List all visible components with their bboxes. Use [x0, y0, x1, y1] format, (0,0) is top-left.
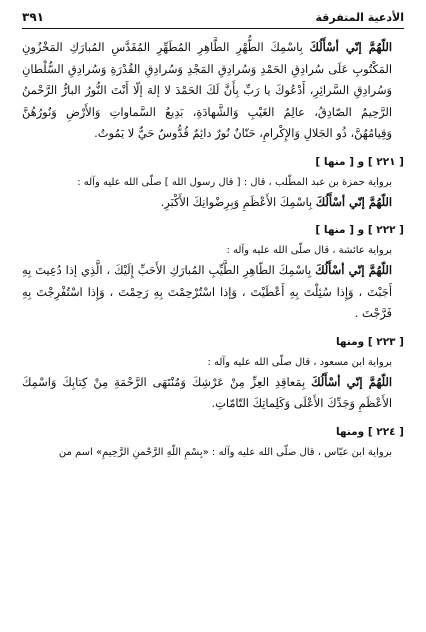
section-title: [ ٢٢٤ ] ومنها — [335, 425, 404, 438]
prayer — [22, 192, 404, 214]
intro-prayer — [22, 37, 404, 145]
section-221 — [22, 156, 404, 214]
page-number: ٣٩١ — [22, 10, 44, 24]
narration: برواية حمزة بن عبد المطّلب ، قال : [ قال رسول الله ] صلّى الله عليه وآله : — [77, 176, 392, 188]
narration: برواية ابن مسعود ، قال صلّى الله عليه وآله : — [207, 356, 392, 368]
running-title: الأدعية المتفرقة — [315, 10, 404, 24]
prayer — [22, 372, 404, 415]
prayer — [22, 260, 404, 325]
prayer-opening: اللّهُمَّ إنّي أسْأَلُكَ — [311, 374, 392, 389]
section-223 — [22, 336, 404, 415]
prayer-opening: اللّهُمَّ إنّي أسْأَلُكَ — [315, 263, 393, 277]
section-title: [ ٢٢٢ ] و [ منها ] — [315, 224, 404, 236]
section-title: [ ٢٢٣ ] ومنها — [335, 335, 404, 348]
prayer-text: بِاسْمِكَ الأَعْظَمِ وَبِرِضْوانِكَ الأَكْبَرِ. — [160, 194, 313, 209]
narration: برواية عائشة ، قال صلّى الله عليه وآله : — [226, 245, 392, 256]
prayer-opening: اللّهُمَّ إنّي أسْأَلُكَ — [309, 40, 392, 54]
prayer-text: بِمَعاقِدِ العِزِّ مِنْ عَرْشِكَ وَمُنْتَهَى الرَّحْمَةِ مِنْ كِتابِكَ وَاسْمِكَ الأَعْظَمِ وَجَدِّكَ الأَعْلَى وَكَلِماتِكَ التّامّاتِ. — [22, 374, 392, 410]
section-title: [ ٢٢١ ] و [ منها ] — [315, 155, 404, 168]
page-header — [22, 10, 404, 29]
prayer-text: بِاسْمِكَ الطّاهِرِ الطَّيِّبِ المُبارَكِ الأَحَبِّ إِلَيْكَ ، الَّذِي إذا دُعِيتَ بِهِ أَجَبْتَ ، وَإِذا سُئِلْتَ بِهِ أَعْطَيْتَ ، وَإذا اسْتُرْحِمْتَ بِهِ رَحِمْتَ ، وَإِذا اسْتُفْرِجْتَ بِهِ فَرَّجْتَ . — [22, 263, 392, 320]
prayer-opening: اللّهُمَّ إنّي أسْأَلُكَ — [315, 194, 392, 209]
section-224 — [22, 426, 404, 462]
narration: برواية ابن عبّاس ، قال صلّى الله عليه وآله : «بِسْمِ اللّهِ الرَّحْمنِ الرَّحِيمِ» اسم من — [58, 446, 392, 458]
prayer-text: بِاسْمِكَ الطُّهْرِ الطَّاهِرِ المُطَهِّرِ المُقَدَّسِ المُبارَكِ المَخْزُونِ المَكْتُوبِ عَلَى سُرادِقِ الحَمْدِ وَسُرادِقِ المَجْدِ وَسُرادِقِ القُدْرَةِ وَسُرادِقِ السُّلْطانِ وَسُرادِقِ السَّرائِرِ، أَدْعُوكَ يا رَبِّ بِأَنَّ لَكَ الحَمْدَ لا إلهَ إلّا أَنْتَ النُّورُ البارُّ الرَّحْمنُ الرَّحِيمُ الصّادِقُ، عالِمُ الغَيْبِ وَالشَّهادَةِ، بَدِيعُ السَّماواتِ وَالأَرْضِ وَنُورُهُنَّ وَقِيامُهُنَّ، ذُو الجَلالِ وَالإِكْرامِ، حَنّانٌ نُورٌ دائِمٌ قُدُّوسٌ حَيٌّ لا يَمُوتُ. — [22, 40, 392, 140]
section-222 — [22, 224, 404, 325]
